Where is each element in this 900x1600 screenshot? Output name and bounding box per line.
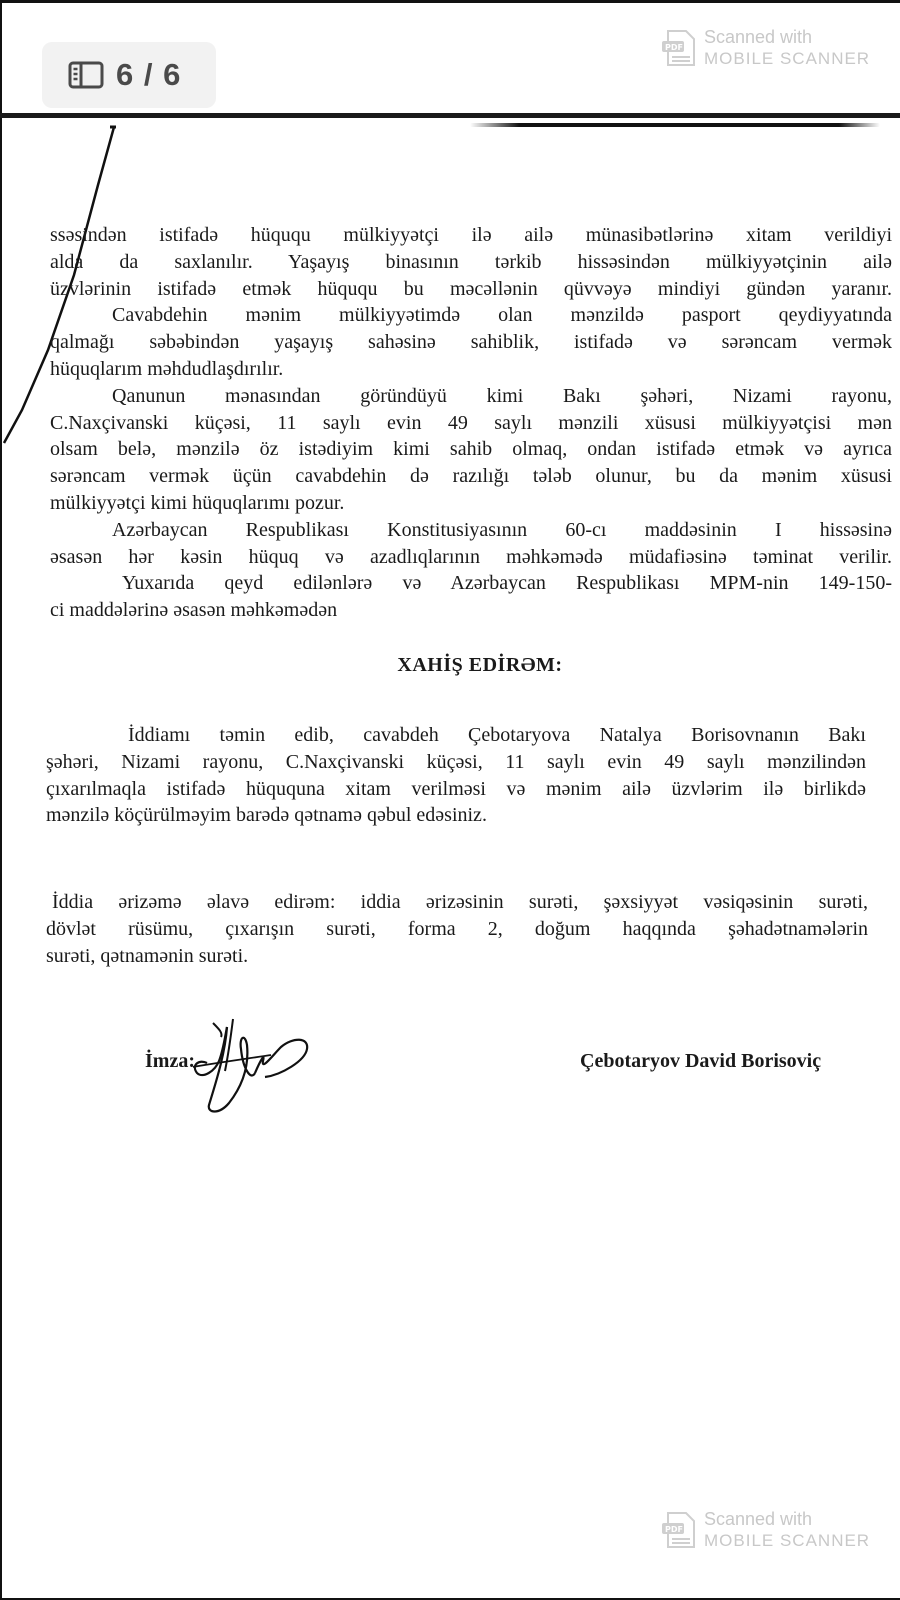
text-line: mülkiyyətçi kimi hüquqlarımı pozur. (50, 491, 345, 514)
handwritten-signature (185, 1015, 325, 1120)
text-line: C.Naxçivanski küçəsi, 11 saylı evin 49 saylı mənzili xüsusi mülkiyyətçisi mən (50, 411, 892, 434)
request-heading: XAHİŞ EDİRƏM: (397, 654, 563, 676)
page-indicator[interactable] (42, 42, 216, 108)
text-line: ssəsindən istifadə hüququ mülkiyyətçi ilə ailə münasibətlərinə xitam verildiyi (50, 224, 892, 246)
page-counter: 6 / 6 (116, 57, 182, 92)
signer-name: Çebotaryov David Borisoviç (580, 1050, 822, 1072)
text-line: hüquqlarım məhdudlaşdırılır. (50, 357, 284, 380)
top-border (0, 0, 900, 3)
scanner-watermark-top (662, 26, 870, 70)
text-line: surəti, qətnamənin surəti. (46, 944, 249, 967)
attachments-paragraph (46, 889, 868, 969)
scan-artifact-stroke (470, 123, 880, 127)
request-paragraph (46, 722, 866, 829)
text-line: çıxarılmaqla istifadə hüququna xitam verilməsi və mənim ailə üzvlərim ilə birlikdə (46, 777, 866, 800)
watermark-line1: Scanned with (704, 1509, 813, 1529)
text-line: Azərbaycan Respublikası Konstitusiyasının 60-cı maddəsinin I hissəsinə (112, 518, 892, 541)
scanner-watermark-bottom (662, 1508, 870, 1552)
text-line: dövlət rüsümu, çıxarışın surəti, forma 2, doğum haqqında şəhadətnamələrin (46, 917, 868, 940)
text-line: ci maddələrinə əsasən məhkəmədən (50, 599, 338, 622)
svg-text:PDF: PDF (665, 1525, 683, 1534)
text-line: üzvlərinin istifadə etmək hüququ bu məcəllənin qüvvəyə mindiyi gündən yaranır. (50, 277, 892, 300)
text-line: Qanunun mənasından göründüyü kimi Bakı şəhəri, Nizami rayonu, (112, 384, 892, 407)
text-line: alda da saxlanılır. Yaşayış binasının tərkib hissəsindən mülkiyyətçinin ailə (50, 250, 892, 273)
header-separator (0, 113, 900, 118)
watermark-line2: MOBILE SCANNER (704, 49, 871, 68)
text-line: Cavabdehin mənim mülkiyyətimdə olan mənzildə pasport qeydiyyatında (112, 304, 892, 327)
text-line: sərəncam vermək üçün cavabdehin də razılığı tələb olunur, bu da mənim xüsusi (50, 465, 892, 488)
text-line: şəhəri, Nizami rayonu, C.Naxçivanski küçəsi, 11 saylı evin 49 saylı mənzilindən (46, 750, 866, 773)
svg-text:PDF: PDF (665, 43, 683, 52)
text-line: qalmağı səbəbindən yaşayış sahəsinə sahiblik, istifadə və sərəncam vermək (50, 331, 892, 354)
text-line: İddia ərizəmə əlavə edirəm: iddia ərizəsinin surəti, şəxsiyyət vəsiqəsinin surəti, (52, 891, 868, 913)
text-line: İddiamı təmin edib, cavabdeh Çebotaryova Natalya Borisovnanın Bakı (128, 724, 866, 746)
text-line: olsam belə, mənzilə öz istədiyim kimi sahib olmaq, ondan istifadə etmək və ayrıca (50, 438, 892, 461)
document-body (50, 222, 892, 624)
text-line: Yuxarıda qeyd edilənlərə və Azərbaycan Respublikası MPM-nin 149-150- (122, 572, 892, 595)
signature-label: İmza: (145, 1050, 195, 1072)
text-line: mənzilə köçürülməyim barədə qətnamə qəbul edəsiniz. (46, 804, 487, 827)
text-line: əsasən hər kəsin hüquq və azadlıqlarının məhkəmədə müdafiəsinə təminat verilir. (50, 545, 892, 568)
sidebar-toggle-icon (68, 61, 104, 89)
pdf-scanner-icon (662, 1511, 696, 1549)
watermark-line2: MOBILE SCANNER (704, 1531, 871, 1550)
watermark-line1: Scanned with (704, 27, 813, 47)
pdf-scanner-icon (662, 29, 696, 67)
